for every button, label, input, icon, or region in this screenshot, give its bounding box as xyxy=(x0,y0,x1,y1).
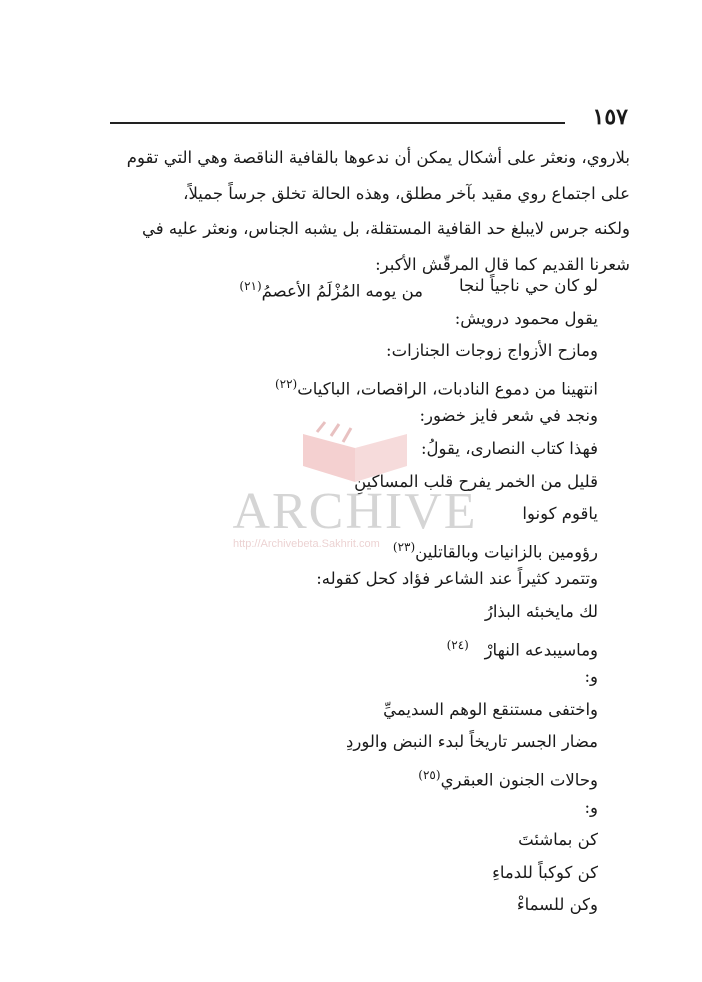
footnote-ref: (٢٢) xyxy=(274,376,298,391)
paragraph-line: على اجتماع روي مقيد بآخر مطلق، وهذه الحالة تخلق جرساً جميلاً، xyxy=(183,183,630,203)
verse-line xyxy=(110,759,610,792)
verse-line xyxy=(110,270,610,303)
paragraph-line: ولكنه جرس لايبلغ حد القافية المستقلة، بل يشبه الجناس، ونعثر عليه في xyxy=(141,219,630,238)
page-number: ١٥٧ xyxy=(592,104,628,130)
verse-line: فهذا كتاب النصارى، يقولُ: xyxy=(420,438,598,458)
header-rule xyxy=(110,122,565,124)
verse-line xyxy=(110,629,610,662)
intro-paragraph xyxy=(110,140,630,282)
verse-line: قليل من الخمر يفرح قلب المساكينِ xyxy=(354,471,598,491)
verse-line: واختفى مستنقع الوهم السديميِّ xyxy=(383,699,598,719)
verse-line: ياقوم كونوا xyxy=(522,504,598,524)
paragraph-line: بلاروي، ونعثر على أشكال يمكن أن ندعوها بالقافية الناقصة وهي التي تقوم xyxy=(126,148,630,167)
footnote-ref: (٢٣) xyxy=(392,539,416,554)
footnote-ref: (٢١) xyxy=(239,279,262,293)
hemistich-second xyxy=(239,270,423,303)
verse-line: و: xyxy=(584,797,598,817)
footnote-ref: (٢٤) xyxy=(446,637,469,652)
verse-line xyxy=(110,368,610,401)
hemistich-first: لو كان حي ناجياً لنجا xyxy=(459,276,598,295)
verse-text: انتهينا من دموع النادبات، الراقصات، الباكيات xyxy=(297,379,598,399)
watermark-url: http://Archivebeta.Sakhrit.com xyxy=(233,538,380,550)
page-header xyxy=(110,104,628,136)
verse-line: يقول محمود درويش: xyxy=(454,308,598,328)
verse-line: ومازح الأزواج زوجات الجنازات: xyxy=(386,341,598,361)
verse-line: مضار الجسر تاريخاً لبدء النبض والوردِ xyxy=(346,732,598,752)
verse-text: رؤومين بالزانيات وبالقاتلين xyxy=(415,542,598,562)
verse-text: وماسيبدعه النهارْ xyxy=(484,640,598,660)
watermark-word: ARCHIVE xyxy=(232,483,478,540)
verse-line: ونجد في شعر فايز خضور: xyxy=(419,406,598,426)
verses xyxy=(110,270,610,922)
verse-line: لك مايخبئه البذارُ xyxy=(484,601,598,621)
verse-line: و: xyxy=(584,667,598,687)
verse-line: وتتمرد كثيراً عند الشاعر فؤاد كحل كقوله: xyxy=(316,569,598,589)
paragraph-line: شعرنا القديم كما قال المرقّش الأكبر: xyxy=(375,254,630,274)
verse-line xyxy=(110,531,610,564)
verse-line: كن بماشئتَ xyxy=(518,830,598,850)
verse-text: وحالات الجنون العبقري xyxy=(440,770,598,790)
hemistich-second-text: من يومه المُزْلَمُ الأعصمُ xyxy=(261,281,423,301)
footnote-ref: (٢٥) xyxy=(418,767,441,782)
verse-line: كن كوكباً للدماءِ xyxy=(492,862,598,882)
verse-line: وكن للسماءْ xyxy=(516,895,598,915)
